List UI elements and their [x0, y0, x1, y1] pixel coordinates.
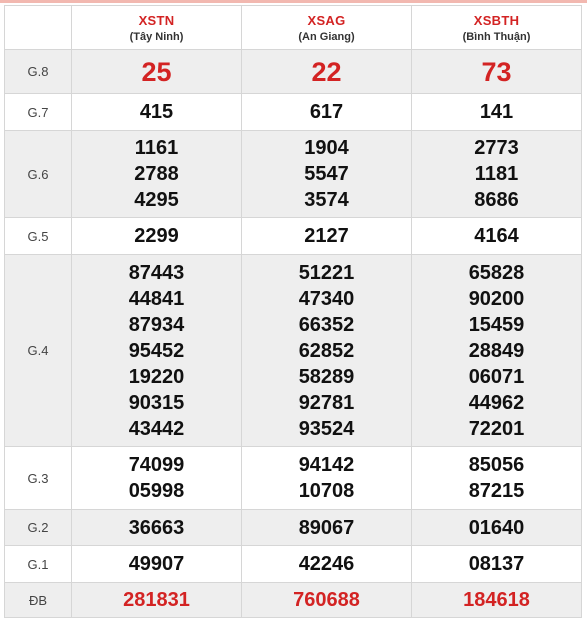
prize-row-g3	[5, 447, 582, 510]
prize-number: 89067	[298, 516, 355, 539]
prize-number: 93524	[298, 417, 355, 440]
prize-cell	[412, 255, 582, 447]
prize-number: 87443	[128, 261, 185, 284]
prize-number: 44841	[128, 287, 185, 310]
prize-number: 184618	[463, 589, 530, 611]
province-name: (Tây Ninh)	[129, 30, 184, 43]
prize-number: 15459	[468, 313, 525, 336]
prize-cell	[242, 255, 412, 447]
prize-number: 760688	[293, 589, 360, 611]
prize-number: 51221	[298, 261, 355, 284]
prize-number: 22	[311, 56, 342, 87]
prize-number: 94142	[298, 454, 355, 476]
prize-number: 87934	[128, 313, 185, 336]
prize-cell	[72, 510, 242, 546]
prize-cell	[412, 447, 582, 510]
province-header-xstn	[72, 6, 242, 50]
prize-number: 90315	[128, 391, 185, 414]
prize-number: 73	[481, 56, 512, 87]
prize-label: G.4	[5, 255, 72, 447]
prize-row-g8	[5, 50, 582, 94]
prize-label: G.3	[5, 447, 72, 510]
prize-number: 08137	[468, 553, 525, 575]
province-name: (Bình Thuận)	[462, 30, 531, 43]
prize-cell	[72, 447, 242, 510]
prize-number: 43442	[128, 417, 185, 440]
prize-row-g4	[5, 255, 582, 447]
prize-label: G.7	[5, 94, 72, 131]
prize-number: 06071	[468, 365, 525, 388]
prize-number: 95452	[128, 339, 185, 362]
prize-row-g5	[5, 218, 582, 255]
prize-cell	[72, 218, 242, 255]
prize-number: 5547	[304, 163, 349, 185]
header-row	[5, 6, 582, 50]
prize-cell	[72, 50, 242, 94]
prize-number: 4295	[134, 189, 179, 211]
prize-cell	[412, 131, 582, 218]
prize-number: 415	[139, 101, 174, 123]
prize-cell	[412, 94, 582, 131]
prize-number: 92781	[298, 391, 355, 414]
prize-cell	[72, 94, 242, 131]
prize-number: 44962	[468, 391, 525, 414]
prize-number: 2127	[304, 225, 349, 247]
prize-cell	[412, 546, 582, 583]
prize-number: 2299	[134, 225, 179, 247]
prize-number: 281831	[123, 589, 190, 611]
prize-number: 42246	[298, 553, 355, 575]
province-code[interactable]: XSBTH	[473, 12, 520, 28]
prize-row-g2	[5, 510, 582, 546]
prize-cell	[242, 50, 412, 94]
prize-row-special	[5, 583, 582, 618]
prize-cell	[242, 510, 412, 546]
province-code[interactable]: XSTN	[138, 12, 175, 28]
prize-cell	[72, 255, 242, 447]
prize-number: 2788	[134, 163, 179, 185]
prize-number: 1904	[304, 137, 349, 159]
prize-number: 10708	[298, 480, 355, 502]
prize-number: 58289	[298, 365, 355, 388]
prize-cell	[412, 50, 582, 94]
prize-cell	[412, 218, 582, 255]
prize-number: 05998	[128, 480, 185, 502]
prize-number: 74099	[128, 454, 185, 476]
prize-number: 8686	[474, 189, 519, 211]
prize-number: 47340	[298, 287, 355, 310]
prize-cell	[242, 94, 412, 131]
prize-cell	[242, 218, 412, 255]
prize-number: 617	[309, 101, 344, 123]
prize-label: G.6	[5, 131, 72, 218]
prize-number: 85056	[468, 454, 525, 476]
prize-cell	[242, 583, 412, 618]
province-code[interactable]: XSAG	[307, 12, 346, 28]
prize-cell	[412, 583, 582, 618]
prize-number: 25	[141, 56, 172, 87]
prize-row-g6	[5, 131, 582, 218]
prize-number: 1161	[134, 137, 179, 159]
prize-cell	[242, 447, 412, 510]
prize-cell	[72, 131, 242, 218]
prize-cell	[72, 546, 242, 583]
prize-cell	[242, 546, 412, 583]
prize-number: 4164	[474, 225, 519, 247]
prize-label: ĐB	[5, 583, 72, 618]
prize-label: G.2	[5, 510, 72, 546]
top-accent-bar	[0, 0, 587, 3]
lottery-results-table	[4, 5, 582, 618]
prize-number: 49907	[128, 553, 185, 575]
prize-cell	[412, 510, 582, 546]
prize-number: 90200	[468, 287, 525, 310]
prize-label: G.8	[5, 50, 72, 94]
prize-number: 62852	[298, 339, 355, 362]
prize-number: 36663	[128, 516, 185, 539]
prize-row-g1	[5, 546, 582, 583]
province-header-xsbth	[412, 6, 582, 50]
prize-number: 66352	[298, 313, 355, 336]
prize-cell	[72, 583, 242, 618]
province-header-xsag	[242, 6, 412, 50]
prize-number: 72201	[468, 417, 525, 440]
prize-number: 65828	[468, 261, 525, 284]
prize-row-g7	[5, 94, 582, 131]
prize-number: 01640	[468, 516, 525, 539]
prize-number: 1181	[474, 163, 519, 185]
prize-label: G.5	[5, 218, 72, 255]
prize-number: 28849	[468, 339, 525, 362]
prize-cell	[242, 131, 412, 218]
prize-number: 19220	[128, 365, 185, 388]
prize-number: 2773	[474, 137, 519, 159]
prize-label: G.1	[5, 546, 72, 583]
prize-number: 3574	[304, 189, 349, 211]
prize-number: 87215	[468, 480, 525, 502]
header-corner	[5, 6, 72, 50]
prize-number: 141	[479, 101, 514, 123]
province-name: (An Giang)	[298, 30, 355, 43]
